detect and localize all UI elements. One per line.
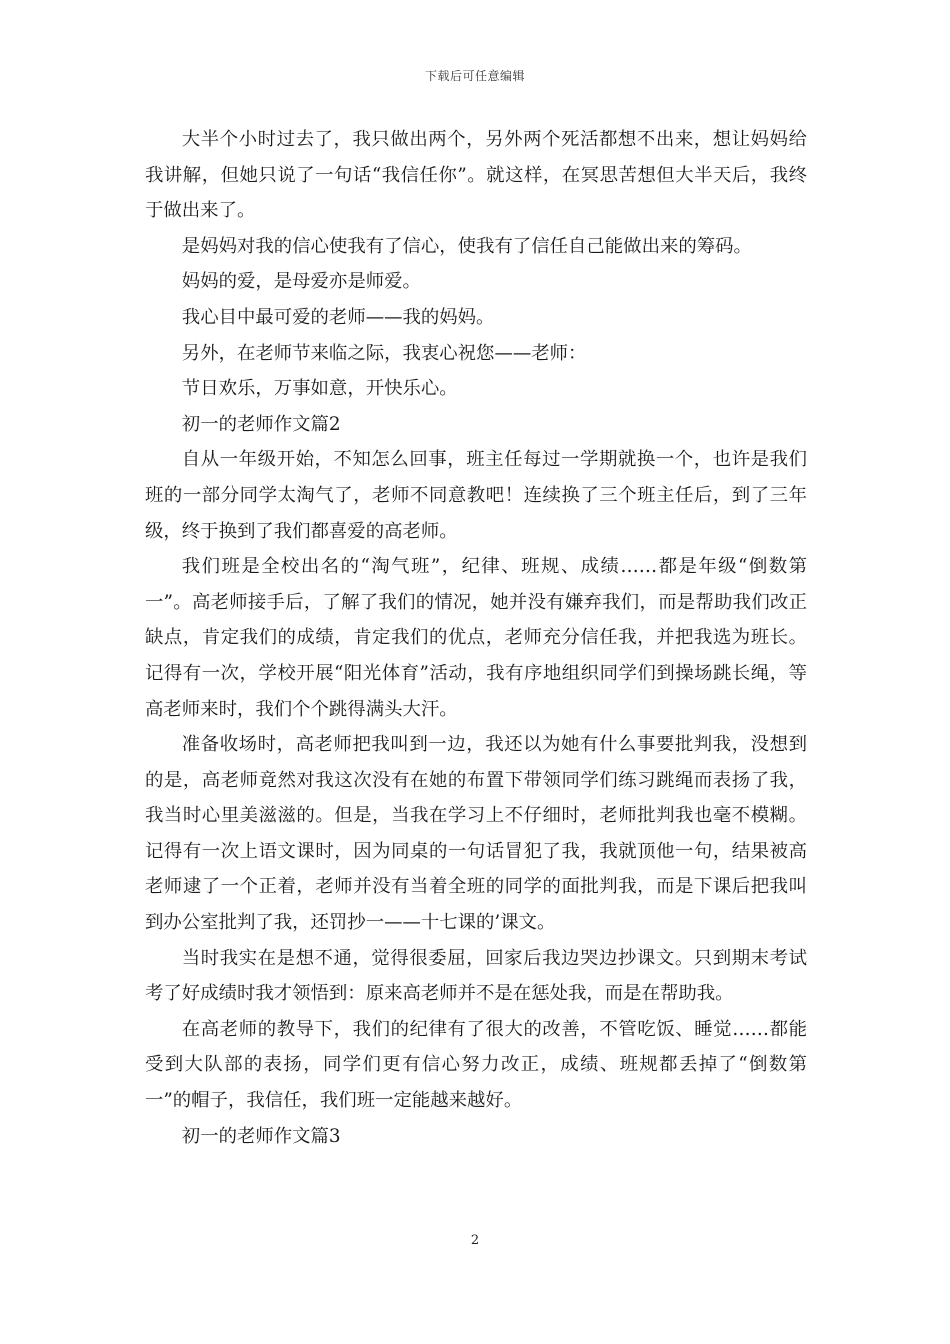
- paragraph: 是妈妈对我的信心使我有了信心，使我有了信任自己能做出来的筹码。: [181, 235, 752, 257]
- paragraph: 当时我实在是想不通，觉得很委屈，回家后我边哭边抄课文。只到期末考试考了好成绩时我才领悟到：原来高老师并不是在惩处我，而是在帮助我。: [145, 947, 807, 1005]
- paragraph: 在高老师的教导下，我们的纪律有了很大的改善，不管吃饭、睡觉……都能受到大队部的表扬，同学们更有信心努力改正，成绩、班规都丢掉了“倒数第一”的帽子，我信任，我们班一定能越来越好。: [145, 1018, 807, 1112]
- page-number: 2: [470, 1233, 480, 1248]
- paragraph: 节日欢乐，万事如意，开快乐心。: [181, 378, 458, 400]
- paragraph: 自从一年级开始，不知怎么回事，班主任每过一学期就换一个，也许是我们班的一部分同学太淘气了，老师不同意教吧！连续换了三个班主任后，到了三年级，终于换到了我们都喜爱的高老师。: [145, 449, 807, 542]
- section-heading: 初一的老师作文篇3: [181, 1125, 341, 1147]
- paragraph: 大半个小时过去了，我只做出两个，另外两个死活都想不出来，想让妈妈给我讲解，但她只说了一句话“我信任你”。就这样，在冥思苦想但大半天后，我终于做出来了。: [145, 129, 807, 222]
- section-heading: 初一的老师作文篇2: [181, 413, 341, 435]
- paragraph: 准备收场时，高老师把我叫到一边，我还以为她有什么事要批判我，没想到的是，高老师竟然对我这次没有在她的布置下带领同学们练习跳绳而表扬了我，我当时心里美滋滋的。但是，当我在学习上不仔细时，老师批判我也毫不模糊。记得有一次上语文课时，因为同桌的一句话冒犯了我，我就顶他一句，结果被高老师逮了一个正着，老师并没有当着全班的同学的面批判我，而是下课后把我叫到办公室批判了我，还罚抄一——十七课的’课文。: [145, 734, 807, 934]
- page-header: 下载后可任意编辑: [424, 69, 525, 83]
- paragraph: 我们班是全校出名的“淘气班”，纪律、班规、成绩……都是年级“倒数第一”。高老师接手后，了解了我们的情况，她并没有嫌弃我们，而是帮助我们改正缺点，肯定我们的成绩，肯定我们的优点，老师充分信任我，并把我选为班长。记得有一次，学校开展“阳光体育”活动，我有序地组织同学们到操场跳长绳，等高老师来时，我们个个跳得满头大汗。: [145, 556, 807, 720]
- document-body: [145, 122, 807, 1154]
- paragraph: 另外，在老师节来临之际，我衷心祝您——老师：: [181, 342, 587, 364]
- paragraph: 我心目中最可爱的老师——我的妈妈。: [181, 306, 495, 328]
- paragraph: 妈妈的爱，是母爱亦是师爱。: [181, 271, 421, 293]
